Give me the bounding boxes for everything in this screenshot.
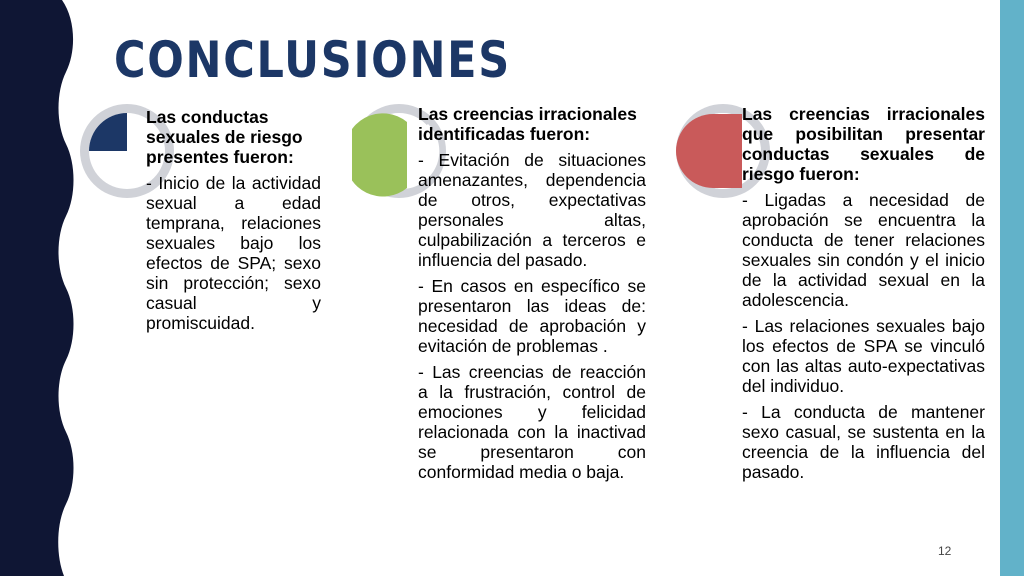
column-paragraph: - Inicio de la actividad sexual a edad temprana, relaciones sexuales bajo los efectos de SPA; sexo sin protección; sexo casual y promiscuidad. xyxy=(146,173,321,333)
column-creencias xyxy=(418,104,646,488)
page-number: 12 xyxy=(938,544,952,558)
column-creencias-riesgo xyxy=(742,104,985,488)
column-heading: Las creencias irracionales identificadas fueron: xyxy=(418,104,637,144)
column-paragraph: - La conducta de mantener sexo casual, se sustenta en la creencia de la influencia del pasado. xyxy=(742,402,985,482)
column-paragraph: - Evitación de situaciones amenazantes, dependencia de otros, expectativas personales altas, culpabilización a terceros e influencia del pasado. xyxy=(418,150,646,270)
column-paragraph: - Las relaciones sexuales bajo los efectos de SPA se vinculó con las altas auto-expectativas del individuo. xyxy=(742,316,985,396)
right-accent-stripe xyxy=(1000,0,1024,576)
decorative-wave-band xyxy=(0,0,80,576)
slide-title: CONCLUSIONES xyxy=(114,31,511,89)
column-heading: Las creencias irracionales que posibilitan presentar conductas sexuales de riesgo fueron: xyxy=(742,104,985,184)
wave-shape xyxy=(0,0,74,576)
column-heading: Las conductas sexuales de riesgo presentes fueron: xyxy=(146,107,303,167)
column-paragraph: - En casos en específico se presentaron las ideas de: necesidad de aprobación y evitación de problemas . xyxy=(418,276,646,356)
column-paragraph: - Ligadas a necesidad de aprobación se encuentra la conducta de tener relaciones sexuales sin condón y el inicio de la actividad sexual en la adolescencia. xyxy=(742,190,985,310)
column-paragraph: - Las creencias de reacción a la frustración, control de emociones y felicidad relacionada con la inactivad se presentaron con conformidad media o baja. xyxy=(418,362,646,482)
column-conductas xyxy=(146,107,321,339)
